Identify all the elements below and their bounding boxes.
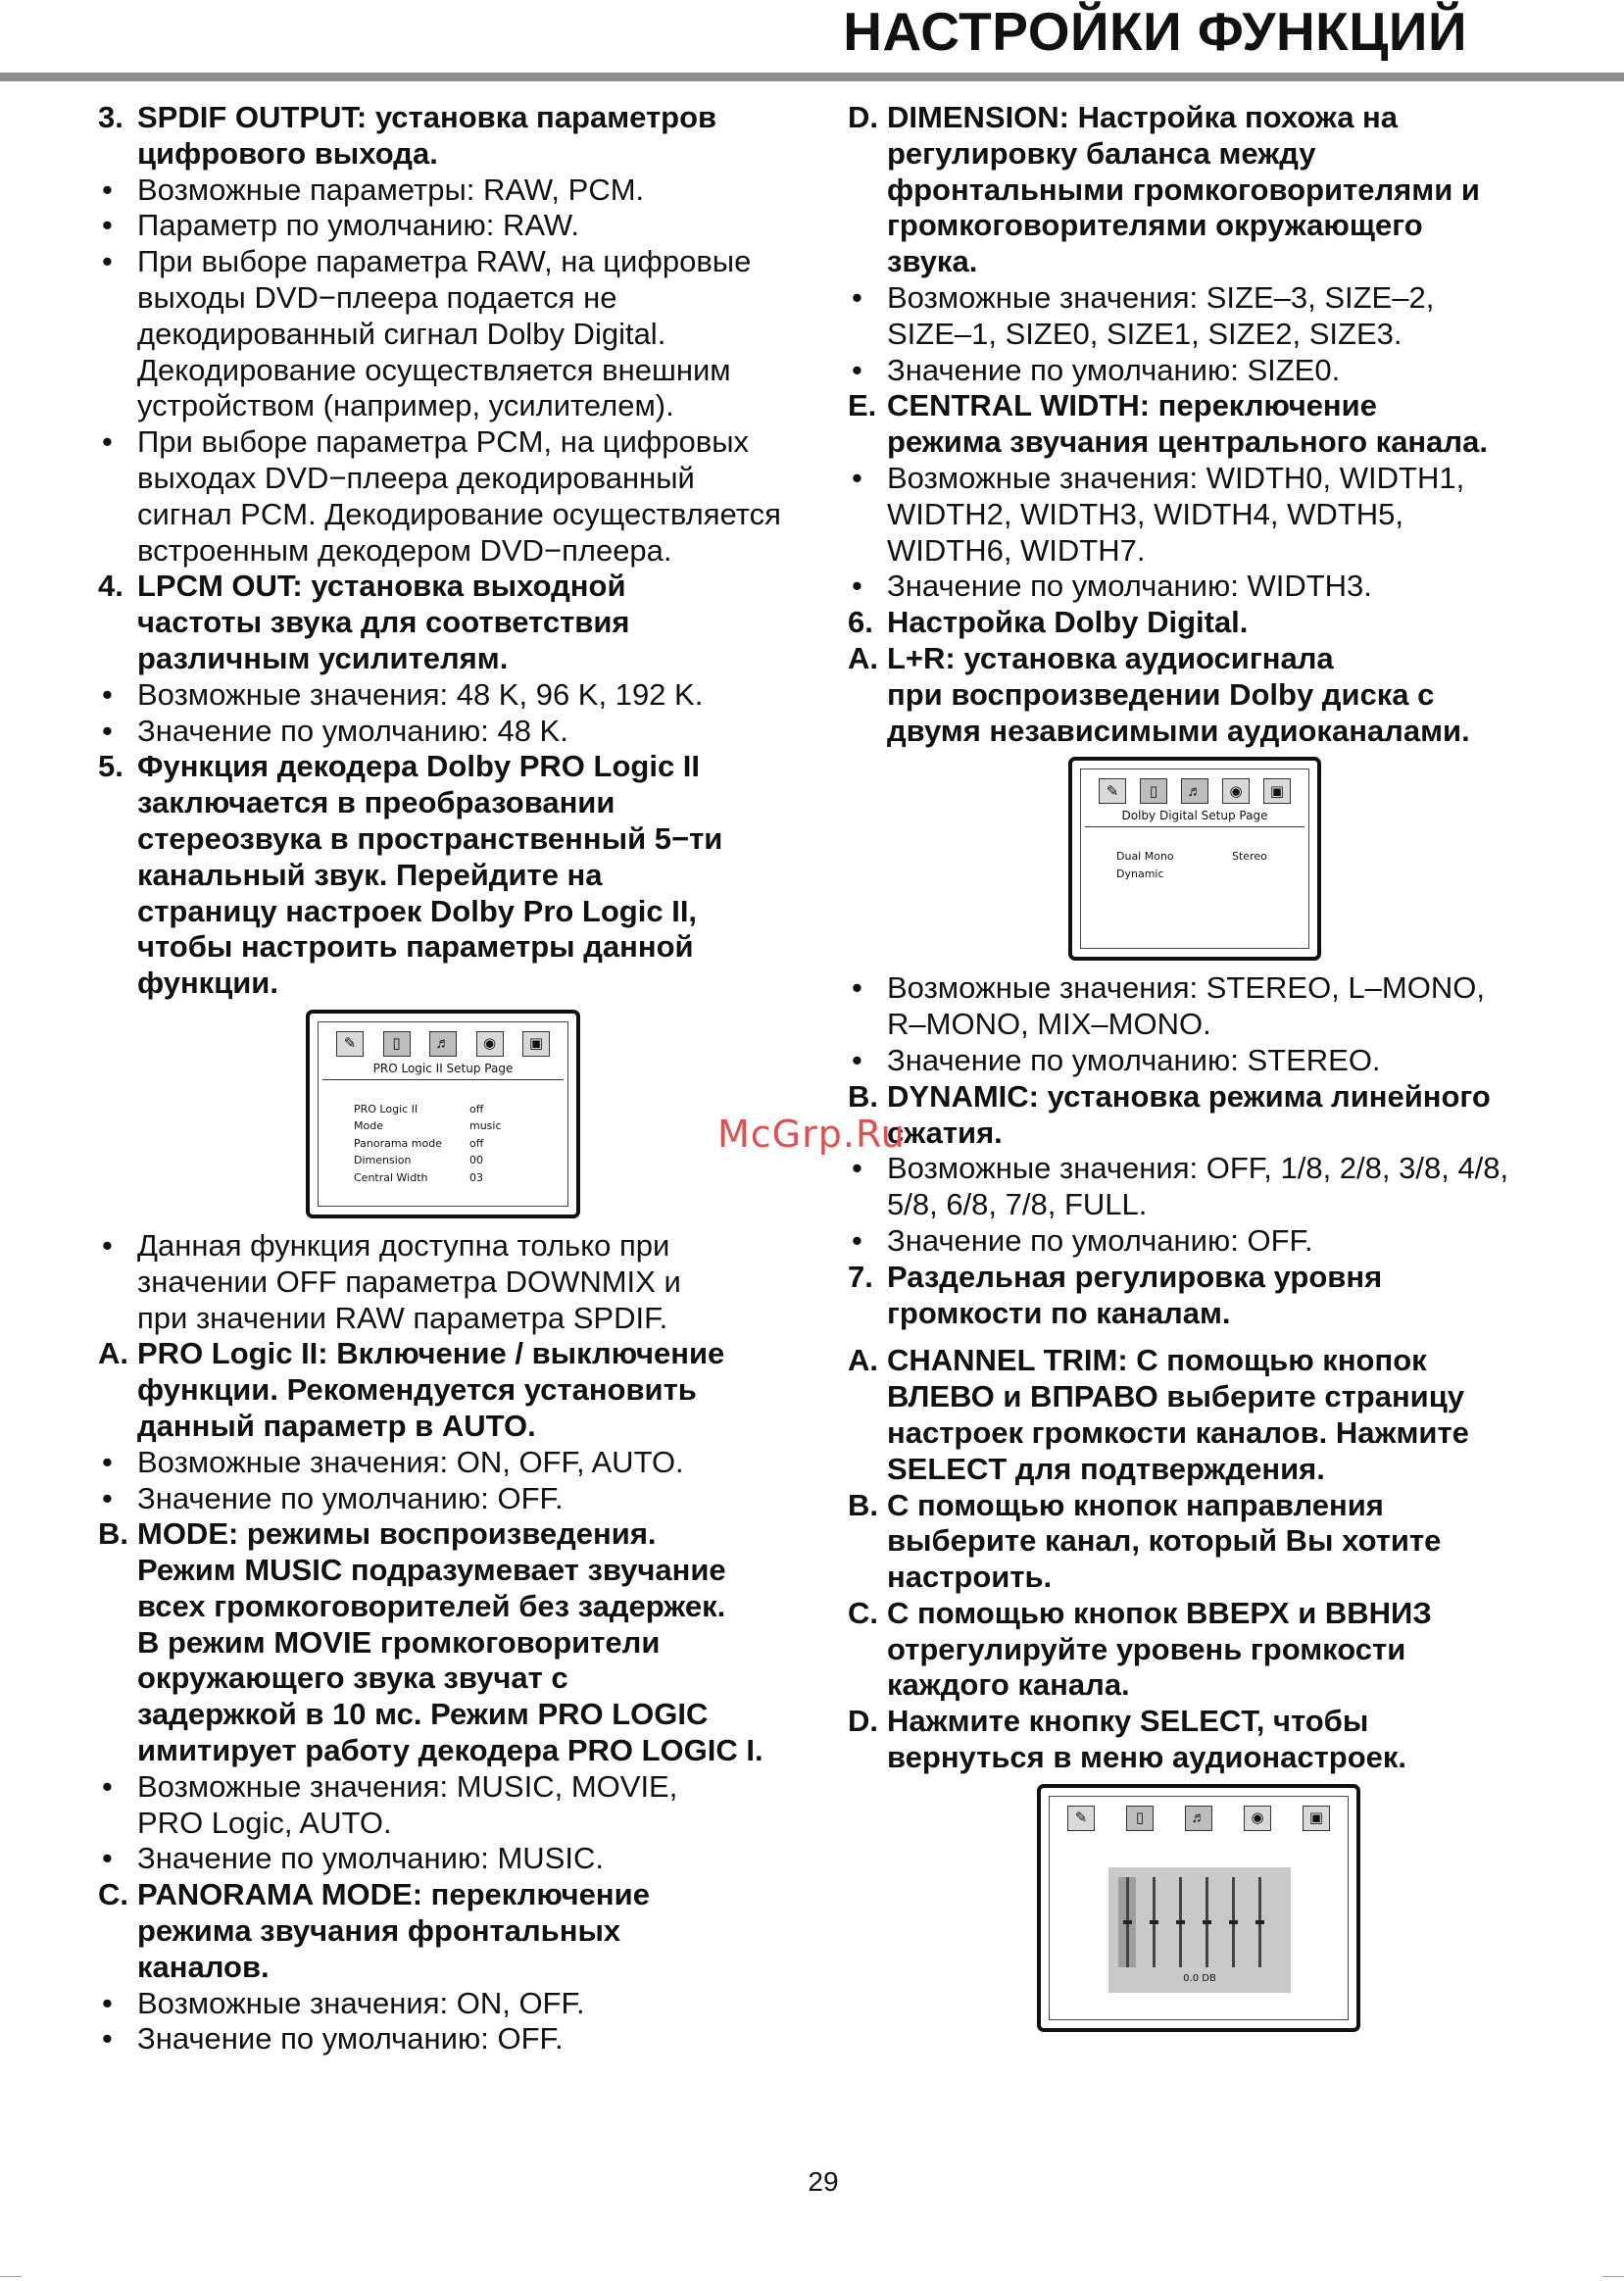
trim-screen xyxy=(1037,1784,1360,2032)
item-marker: D. xyxy=(848,100,878,134)
spacer xyxy=(848,1331,1563,1343)
item-text: Возможные значения: SIZE–3, SIZE–2, SIZE–1, SIZE0, SIZE1, SIZE2, SIZE3. xyxy=(887,279,1435,351)
item-text: Настройка Dolby Digital. xyxy=(887,605,1249,640)
wrench-icon: ✎ xyxy=(1067,1806,1095,1831)
bullet-item xyxy=(98,1769,823,1842)
option-key: Dynamic xyxy=(1116,867,1164,880)
option-key: Mode xyxy=(354,1119,383,1133)
bullet-icon: • xyxy=(102,1444,113,1479)
screen-frame xyxy=(1080,769,1309,949)
item-text: Значение по умолчанию: MUSIC. xyxy=(137,1841,604,1876)
section-heading xyxy=(98,569,823,676)
option-value: off xyxy=(469,1136,484,1150)
item-text: CHANNEL TRIM: С помощью кнопок ВЛЕВО и ВПРАВО выберите страницу настроек громкости каналов. Нажмите SELECT для подтверждения. xyxy=(887,1343,1469,1486)
item-text: Раздельная регулировка уровня громкости по каналам. xyxy=(887,1259,1383,1330)
screen-option-list xyxy=(1116,848,1267,882)
audio-wave-icon: ♬ xyxy=(429,1031,457,1057)
bullet-icon: • xyxy=(102,208,113,243)
disc-icon: ◉ xyxy=(1244,1806,1271,1831)
bullet-icon: • xyxy=(102,172,113,207)
screen-page-title: PRO Logic II Setup Page xyxy=(372,1061,514,1075)
item-text: PANORAMA MODE: переключение режима звучания фронтальных каналов. xyxy=(137,1877,650,1984)
crop-mark xyxy=(1602,2276,1624,2281)
bullet-icon: • xyxy=(102,713,113,748)
item-marker: 5. xyxy=(98,749,123,784)
picture-icon: ▣ xyxy=(1263,778,1291,804)
item-text: LPCM OUT: установка выходной частоты звука для соответствия различным усилителям. xyxy=(137,569,630,675)
disc-icon: ◉ xyxy=(1222,778,1250,804)
section-heading xyxy=(98,1516,823,1769)
left-column xyxy=(98,100,823,2058)
bullet-icon: • xyxy=(102,1841,113,1876)
item-text: SPDIF OUTPUT: установка параметров цифрового выхода. xyxy=(137,100,717,171)
screen-option-row xyxy=(1116,848,1267,866)
screen-frame xyxy=(1049,1796,1349,2020)
crop-mark xyxy=(0,2276,22,2281)
picture-icon: ▣ xyxy=(522,1031,550,1057)
item-text: Возможные параметры: RAW, PCM. xyxy=(137,172,645,207)
bullet-item xyxy=(98,424,823,569)
item-text: Возможные значения: ON, OFF. xyxy=(137,1985,585,2020)
section-heading xyxy=(848,1343,1563,1487)
channel-slider-knob[interactable] xyxy=(1150,1920,1158,1924)
item-marker: A. xyxy=(848,1343,878,1378)
section-heading xyxy=(98,100,823,173)
watermark: McGrp.Ru xyxy=(717,1113,906,1156)
item-text: Значение по умолчанию: STEREO. xyxy=(887,1042,1381,1077)
screen-option-list xyxy=(354,1101,502,1187)
item-text: Значение по умолчанию: OFF. xyxy=(137,2021,564,2057)
channel-slider-knob[interactable] xyxy=(1203,1920,1211,1924)
channel-slider-knob[interactable] xyxy=(1229,1920,1238,1924)
bullet-item xyxy=(98,1228,823,1336)
bullet-icon: • xyxy=(102,1768,113,1804)
bullet-icon: • xyxy=(102,2021,113,2057)
item-text: Значение по умолчанию: SIZE0. xyxy=(887,352,1341,387)
item-text: Данная функция доступна только при значении OFF параметра DOWNMIX и при значении RAW параметра SPDIF. xyxy=(137,1227,681,1335)
bullet-item xyxy=(848,1151,1563,1223)
bullet-item xyxy=(848,461,1563,569)
item-text: DIMENSION: Настройка похожа на регулировку баланса между фронтальными громкоговорителями и громкоговорителями окружающего звука. xyxy=(887,100,1480,279)
item-text: Возможные значения: OFF, 1/8, 2/8, 3/8, 4/8, 5/8, 6/8, 7/8, FULL. xyxy=(887,1151,1509,1222)
bullet-icon: • xyxy=(102,676,113,712)
item-marker: 4. xyxy=(98,569,123,604)
screen-frame xyxy=(318,1021,568,1207)
item-text: Возможные значения: MUSIC, MOVIE, PRO Logic, AUTO. xyxy=(137,1768,678,1840)
bullet-item xyxy=(98,714,823,750)
item-marker: C. xyxy=(848,1595,878,1630)
bullet-item xyxy=(98,244,823,424)
bullet-icon: • xyxy=(102,1985,113,2020)
screen-icon-bar xyxy=(336,1030,550,1058)
section-heading xyxy=(848,1704,1563,1776)
section-heading xyxy=(848,100,1563,280)
item-text: Функция декодера Dolby PRO Logic II заключается в преобразовании стереозвука в пространственный 5−ти канальный звук. Перейдите на страницу настроек Dolby Pro Logic II, чтобы настроить параметры данной функции. xyxy=(137,749,723,1001)
screen-option-row xyxy=(1116,866,1267,883)
bullet-item xyxy=(98,1445,823,1481)
item-text: Параметр по умолчанию: RAW. xyxy=(137,208,580,243)
bullet-item xyxy=(98,173,823,209)
bullet-item xyxy=(848,1223,1563,1260)
page-number: 29 xyxy=(808,2166,839,2197)
speaker-icon: ▯ xyxy=(383,1031,411,1057)
item-text: Возможные значения: WIDTH0, WIDTH1, WIDTH2, WIDTH3, WIDTH4, WDTH5, WIDTH6, WIDTH7. xyxy=(887,460,1465,568)
item-text: Возможные значения: ON, OFF, AUTO. xyxy=(137,1444,684,1479)
item-marker: E. xyxy=(848,388,877,423)
option-key: Dimension xyxy=(354,1154,412,1167)
picture-icon: ▣ xyxy=(1303,1806,1330,1831)
bullet-item xyxy=(848,970,1563,1043)
channel-slider-knob[interactable] xyxy=(1255,1920,1264,1924)
bullet-item xyxy=(848,353,1563,389)
screen-option-row xyxy=(354,1117,502,1135)
option-value: 03 xyxy=(469,1170,483,1184)
bullet-icon: • xyxy=(852,352,862,387)
channel-slider-knob[interactable] xyxy=(1176,1920,1185,1924)
item-text: С помощью кнопок направления выберите канал, который Вы хотите настроить. xyxy=(887,1487,1442,1595)
bullet-item xyxy=(98,2021,823,2058)
bullet-item xyxy=(98,677,823,714)
item-marker: B. xyxy=(848,1487,878,1522)
item-marker: C. xyxy=(98,1877,128,1912)
option-value: off xyxy=(469,1102,484,1116)
screen-page-title: Dolby Digital Setup Page xyxy=(1121,809,1268,823)
audio-wave-icon: ♬ xyxy=(1185,1806,1212,1831)
channel-trim-panel xyxy=(1108,1867,1291,1993)
item-text: DYNAMIC: установка режима линейного сжатия. xyxy=(887,1078,1491,1150)
item-marker: B. xyxy=(98,1516,128,1552)
screen-title-rule xyxy=(322,1079,564,1080)
bullet-item xyxy=(848,280,1563,353)
section-heading xyxy=(98,1336,823,1444)
item-text: Значение по умолчанию: OFF. xyxy=(137,1480,564,1515)
option-key: Panorama mode xyxy=(354,1136,442,1150)
screen-option-row xyxy=(354,1169,502,1187)
bullet-item xyxy=(98,1986,823,2022)
bullet-icon: • xyxy=(852,970,862,1006)
bullet-icon: • xyxy=(852,1222,862,1258)
option-key: Dual Mono xyxy=(1116,850,1174,864)
channel-slider-knob[interactable] xyxy=(1123,1920,1132,1924)
item-text: CENTRAL WIDTH: переключение режима звучания центрального канала. xyxy=(887,388,1488,460)
item-text: MODE: режимы воспроизведения. Режим MUSIC подразумевает звучание всех громкоговорителей без задержек. В режим MOVIE громкоговорители окружающего звука звучат с задержкой в 10 мс. Режим PRO LOGIC имитирует работу декодера PRO LOGIC I. xyxy=(137,1516,763,1768)
item-text: Значение по умолчанию: OFF. xyxy=(887,1222,1313,1258)
right-column xyxy=(848,100,1563,2042)
section-heading xyxy=(848,1488,1563,1596)
option-value: Stereo xyxy=(1232,850,1267,864)
item-text: При выборе параметра PCM, на цифровых выходах DVD−плеера декодированный сигнал PCM. Декодирование осуществляется встроенным декодером DVD−плеера. xyxy=(137,424,781,568)
item-marker: B. xyxy=(848,1078,878,1114)
item-text: Возможные значения: 48 K, 96 K, 192 K. xyxy=(137,676,704,712)
bullet-icon: • xyxy=(852,279,862,315)
bullet-item xyxy=(98,1841,823,1877)
section-heading xyxy=(848,605,1563,641)
section-heading xyxy=(848,1260,1563,1332)
bullet-item xyxy=(848,569,1563,605)
screen-option-row xyxy=(354,1152,502,1169)
wrench-icon: ✎ xyxy=(1099,778,1126,804)
bullet-item xyxy=(98,208,823,244)
speaker-icon: ▯ xyxy=(1140,778,1167,804)
page-title: НАСТРОЙКИ ФУНКЦИЙ xyxy=(843,1,1467,62)
item-marker: 6. xyxy=(848,605,873,640)
prologic-screen xyxy=(306,1010,580,1218)
bullet-icon: • xyxy=(102,1227,113,1263)
section-heading xyxy=(848,388,1563,461)
speaker-icon: ▯ xyxy=(1126,1806,1154,1831)
screen-icon-bar xyxy=(1099,777,1291,805)
item-text: Значение по умолчанию: WIDTH3. xyxy=(887,569,1372,604)
screen-option-row xyxy=(354,1135,502,1153)
section-heading xyxy=(98,749,823,1002)
section-heading xyxy=(848,641,1563,749)
item-text: С помощью кнопок ВВЕРХ и ВВНИЗ отрегулируйте уровень громкости каждого канала. xyxy=(887,1595,1432,1703)
bullet-icon: • xyxy=(852,1042,862,1077)
bullet-icon: • xyxy=(852,1151,862,1186)
bullet-icon: • xyxy=(102,244,113,279)
item-text: Нажмите кнопку SELECT, чтобы вернуться в меню аудионастроек. xyxy=(887,1704,1407,1775)
bullet-icon: • xyxy=(102,1480,113,1515)
audio-wave-icon: ♬ xyxy=(1181,778,1208,804)
item-text: При выборе параметра RAW, на цифровые выходы DVD−плеера подается не декодированный сигнал Dolby Digital. Декодирование осуществляется внешним устройством (например, усилителем). xyxy=(137,244,752,423)
bullet-icon: • xyxy=(852,460,862,495)
bullet-icon: • xyxy=(102,424,113,460)
bullet-item xyxy=(848,1043,1563,1079)
screen-icon-bar xyxy=(1067,1805,1330,1832)
section-heading xyxy=(848,1079,1563,1152)
item-text: Значение по умолчанию: 48 K. xyxy=(137,713,568,748)
section-heading xyxy=(848,1596,1563,1704)
item-marker: A. xyxy=(848,640,878,675)
trim-level-readout: 0.0 DB xyxy=(1183,1972,1216,1984)
dolby-screen xyxy=(1068,757,1321,961)
bullet-item xyxy=(98,1481,823,1517)
item-marker: 3. xyxy=(98,100,123,134)
item-marker: D. xyxy=(848,1704,878,1739)
wrench-icon: ✎ xyxy=(336,1031,364,1057)
header-rule xyxy=(0,73,1624,81)
bullet-icon: • xyxy=(852,569,862,604)
screen-option-row xyxy=(354,1101,502,1118)
item-text: Возможные значения: STEREO, L–MONO, R–MONO, MIX–MONO. xyxy=(887,970,1485,1042)
item-text: PRO Logic II: Включение / выключение функции. Рекомендуется установить данный параметр в AUTO. xyxy=(137,1336,725,1443)
item-text: L+R: установка аудиосигнала при воспроизведении Dolby диска с двумя независимыми аудиоканалами. xyxy=(887,640,1470,748)
option-value: music xyxy=(469,1119,502,1133)
option-key: Central Width xyxy=(354,1170,428,1184)
disc-icon: ◉ xyxy=(476,1031,504,1057)
item-marker: 7. xyxy=(848,1259,873,1294)
section-heading xyxy=(98,1877,823,1985)
screen-title-rule xyxy=(1085,826,1304,827)
item-marker: A. xyxy=(98,1336,128,1371)
option-key: PRO Logic II xyxy=(354,1102,418,1116)
option-value: 00 xyxy=(469,1154,483,1167)
